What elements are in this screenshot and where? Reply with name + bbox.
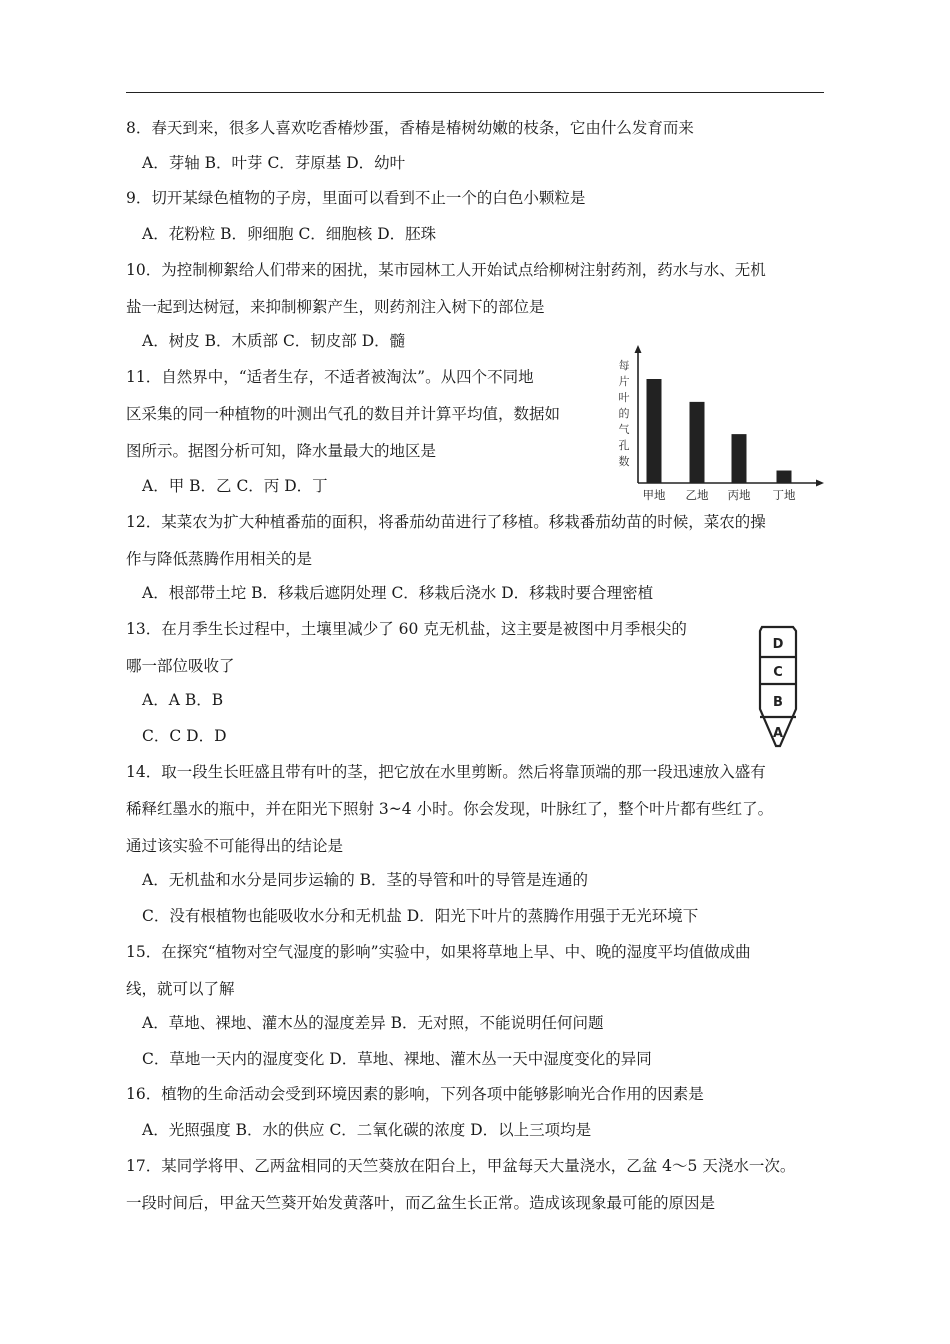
- q14-stem-line2: 稀释红墨水的瓶中，并在阳光下照射 3~4 小时。你会发现，叶脉红了，整个叶片都有些红了。: [126, 800, 774, 818]
- header-rule: [126, 92, 824, 93]
- root-tip-label-c: C: [773, 665, 783, 680]
- q11-stem-line3: 图所示。据图分析可知，降水量最大的地区是: [126, 442, 437, 460]
- q12-stem-line2: 作与降低蒸腾作用相关的是: [126, 550, 313, 568]
- q10-stem-line1: 10．为控制柳絮给人们带来的困扰，某市园林工人开始试点给柳树注射药剂，药水与水、无机: [126, 261, 766, 279]
- x-tick-label-3: 丙地: [727, 488, 751, 502]
- bar-2: [690, 402, 705, 483]
- q10-options: A．树皮 B．木质部 C．韧皮部 D．髓: [142, 332, 406, 350]
- q16-options: A．光照强度 B．水的供应 C．二氧化碳的浓度 D．以上三项均是: [142, 1121, 592, 1139]
- ylabel-char: 的: [618, 407, 630, 420]
- q14-stem-line3: 通过该实验不可能得出的结论是: [126, 837, 344, 855]
- q8-stem: 8．春天到来，很多人喜欢吃香椿炒蛋，香椿是椿树幼嫩的枝条，它由什么发育而来: [126, 119, 694, 137]
- bar-4: [777, 471, 792, 483]
- q15-options-line2: C．草地一天内的湿度变化 D．草地、裸地、灌木丛一天中湿度变化的异同: [142, 1050, 652, 1068]
- bar-1: [647, 379, 662, 483]
- x-tick-label-4: 丁地: [772, 488, 796, 502]
- q15-stem-line2: 线，就可以了解: [126, 980, 235, 998]
- y-axis-arrow: [635, 345, 642, 353]
- q11-stem-line2: 区采集的同一种植物的叶测出气孔的数目并计算平均值，数据如: [126, 405, 561, 423]
- q13-options-line1: A．A B．B: [142, 691, 224, 709]
- q15-stem-line1: 15．在探究“植物对空气湿度的影响”实验中，如果将草地上早、中、晚的湿度平均值做成曲: [126, 943, 751, 961]
- q13-stem-line2: 哪一部位吸收了: [126, 657, 235, 675]
- q12-options: A．根部带土坨 B．移栽后遮阴处理 C．移栽后浇水 D．移栽时要合理密植: [142, 584, 654, 602]
- q9-stem: 9．切开某绿色植物的子房，里面可以看到不止一个的白色小颗粒是: [126, 189, 586, 207]
- q13-stem-line1: 13．在月季生长过程中，土壤里减少了 60 克无机盐，这主要是被图中月季根尖的: [126, 620, 687, 638]
- ylabel-char: 数: [618, 455, 630, 468]
- q16-stem: 16．植物的生命活动会受到环境因素的影响，下列各项中能够影响光合作用的因素是: [126, 1085, 704, 1103]
- q14-stem-line1: 14．取一段生长旺盛且带有叶的茎，把它放在水里剪断。然后将靠顶端的那一段迅速放入盛有: [126, 763, 766, 781]
- q9-options: A．花粉粒 B．卵细胞 C．细胞核 D．胚珠: [142, 225, 437, 243]
- q13-options-line2: C．C D．D: [142, 727, 227, 745]
- q15-options-line1: A．草地、裸地、灌木丛的湿度差异 B．无对照，不能说明任何问题: [142, 1014, 604, 1032]
- x-tick-label-2: 乙地: [685, 488, 709, 502]
- ylabel-char: 每: [618, 359, 630, 372]
- root-tip-diagram: [752, 619, 804, 749]
- q14-options-line1: A．无机盐和水分是同步运输的 B．茎的导管和叶的导管是连通的: [142, 871, 589, 889]
- chart-ylabel: [619, 358, 630, 468]
- q12-stem-line1: 12．某菜农为扩大种植番茄的面积，将番茄幼苗进行了移植。移栽番茄幼苗的时候，菜农的操: [126, 513, 766, 531]
- ylabel-char: 气: [618, 423, 630, 436]
- q17-stem-line1: 17．某同学将甲、乙两盆相同的天竺葵放在阳台上，甲盆每天大量浇水，乙盆 4～5 天浇水一次。: [126, 1157, 796, 1175]
- q17-stem-line2: 一段时间后，甲盆天竺葵开始发黄落叶，而乙盆生长正常。造成该现象最可能的原因是: [126, 1194, 716, 1212]
- q11-options: A．甲 B．乙 C．丙 D．丁: [142, 477, 328, 495]
- q11-stem-line1: 11．自然界中，“适者生存，不适者被淘汰”。从四个不同地: [126, 368, 534, 386]
- q8-options: A．芽轴 B．叶芽 C．芽原基 D．幼叶: [142, 154, 406, 172]
- q10-stem-line2: 盐一起到达树冠，来抑制柳絮产生，则药剂注入树下的部位是: [126, 298, 545, 316]
- root-tip-label-b: B: [773, 695, 783, 710]
- root-tip-label-a: A: [772, 726, 784, 741]
- x-axis-arrow: [816, 480, 824, 487]
- stomata-bar-chart: [612, 343, 832, 505]
- root-tip-label-d: D: [772, 637, 784, 652]
- bar-3: [732, 434, 747, 483]
- q14-options-line2: C．没有根植物也能吸收水分和无机盐 D．阳光下叶片的蒸腾作用强于无光环境下: [142, 907, 699, 925]
- ylabel-char: 叶: [618, 391, 630, 404]
- ylabel-char: 孔: [618, 439, 630, 452]
- x-tick-label-1: 甲地: [642, 488, 666, 502]
- ylabel-char: 片: [618, 375, 630, 388]
